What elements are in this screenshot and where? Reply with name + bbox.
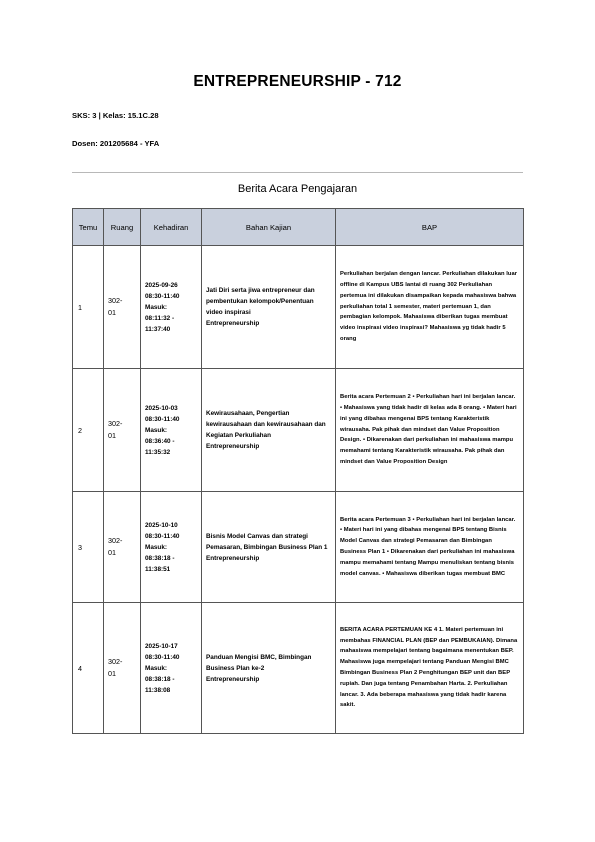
cell-ruang: 302- 01 [104, 492, 141, 603]
table-row [73, 246, 524, 369]
cell-bahan-kajian: Jati Diri serta jiwa entrepreneur dan pembentukan kelompok/Penentuan video inspirasi Entrepreneurship [202, 246, 336, 369]
cell-bap: Berita acara Pertemuan 2 • Perkuliahan hari ini berjalan lancar. • Mahasiswa yang tidak hadir di kelas ada 8 orang. • Materi hari ini yang dibahas mengenai BPS tentang Karakteristik wirausaha. Pak pihak dan mindset dan Value Proposition Design. • Dikarenakan dari perkuliahan ini mahasiswa mampu memahami tentang Karakteristik wirausaha. Pak pihak dan mindset dan Value Proposition Design [336, 369, 524, 492]
cell-kehadiran: 2025-09-26 08:30-11:40 Masuk: 08:11:32 - 11:37:40 [141, 246, 202, 369]
table-row [73, 492, 524, 603]
cell-ruang: 302- 01 [104, 369, 141, 492]
table-row [73, 603, 524, 734]
dosen-info: Dosen: 201205684 - YFA [72, 139, 160, 148]
cell-bahan-kajian: Panduan Mengisi BMC, Bimbingan Business Plan ke-2 Entrepreneurship [202, 603, 336, 734]
divider [72, 172, 523, 173]
bap-table [72, 208, 524, 734]
sks-kelas-info: SKS: 3 | Kelas: 15.1C.28 [72, 111, 159, 120]
cell-bap: Perkuliahan berjalan dengan lancar. Perkuliahan dilakukan luar offline di Kampus UBS lantai di ruang 302 Perkuliahan pertemua ini dilakukan disampaikan kepada mahasiswa bahwa perkuliahan total 1 semester, materi pertemuan 1, dan pembagian kelompok. Mahasiswa diberikan tugas membuat video inspirasi video inspirasi? Mahasiswa yg tidak hadir 5 orang [336, 246, 524, 369]
header-bahan-kajian: Bahan Kajian [202, 209, 336, 246]
header-temu: Temu [73, 209, 104, 246]
cell-temu: 3 [73, 492, 104, 603]
cell-kehadiran: 2025-10-03 08:30-11:40 Masuk: 08:36:40 - 11:35:32 [141, 369, 202, 492]
header-ruang: Ruang [104, 209, 141, 246]
course-title: ENTREPRENEURSHIP - 712 [193, 73, 402, 90]
cell-kehadiran: 2025-10-10 08:30-11:40 Masuk: 08:38:18 - 11:38:51 [141, 492, 202, 603]
cell-temu: 2 [73, 369, 104, 492]
cell-bahan-kajian: Kewirausahaan, Pengertian kewirausahaan dan kewirausahaan dan Kegiatan Perkuliahan Entrepreneurship [202, 369, 336, 492]
section-title: Berita Acara Pengajaran [237, 183, 358, 195]
cell-bap: Berita acara Pertemuan 3 • Perkuliahan hari ini berjalan lancar. • Materi hari ini yang dibahas mengenai BPS tentang Bisnis Model Canvas dan strategi Pemasaran dan Bimbingan Business Plan 1 • Dikarenakan dari perkuliahan ini mahasiswa mampu memahami tentang Mampu menuliskan tentang bisnis model canvas. • Mahasiswa diberikan tugas membuat BMC [336, 492, 524, 603]
cell-ruang: 302- 01 [104, 603, 141, 734]
header-kehadiran: Kehadiran [141, 209, 202, 246]
header-bap: BAP [336, 209, 524, 246]
table-row [73, 369, 524, 492]
cell-temu: 1 [73, 246, 104, 369]
table-header-row [73, 209, 524, 246]
cell-kehadiran: 2025-10-17 08:30-11:40 Masuk: 08:38:18 - 11:38:08 [141, 603, 202, 734]
cell-temu: 4 [73, 603, 104, 734]
cell-bahan-kajian: Bisnis Model Canvas dan strategi Pemasaran, Bimbingan Business Plan 1 Entrepreneurship [202, 492, 336, 603]
cell-bap: BERITA ACARA PERTEMUAN KE 4 1. Materi pertemuan ini membahas FINANCIAL PLAN (BEP dan PEMBUKAIAN). Dimana mahasiswa mempelajari tentang bagaimana menentukan BEP. Mahasiswa juga mempelajari tentang Panduan Mengisi BMC Bimbingan Business Plan 2 Penghitungan BEP unit dan BEP rupiah. Dan juga tentang Penambahan Harta. 2. Perkuliahan lancar. 3. Ada beberapa mahasiswa yang tidak hadir karena sakit. [336, 603, 524, 734]
cell-ruang: 302- 01 [104, 246, 141, 369]
